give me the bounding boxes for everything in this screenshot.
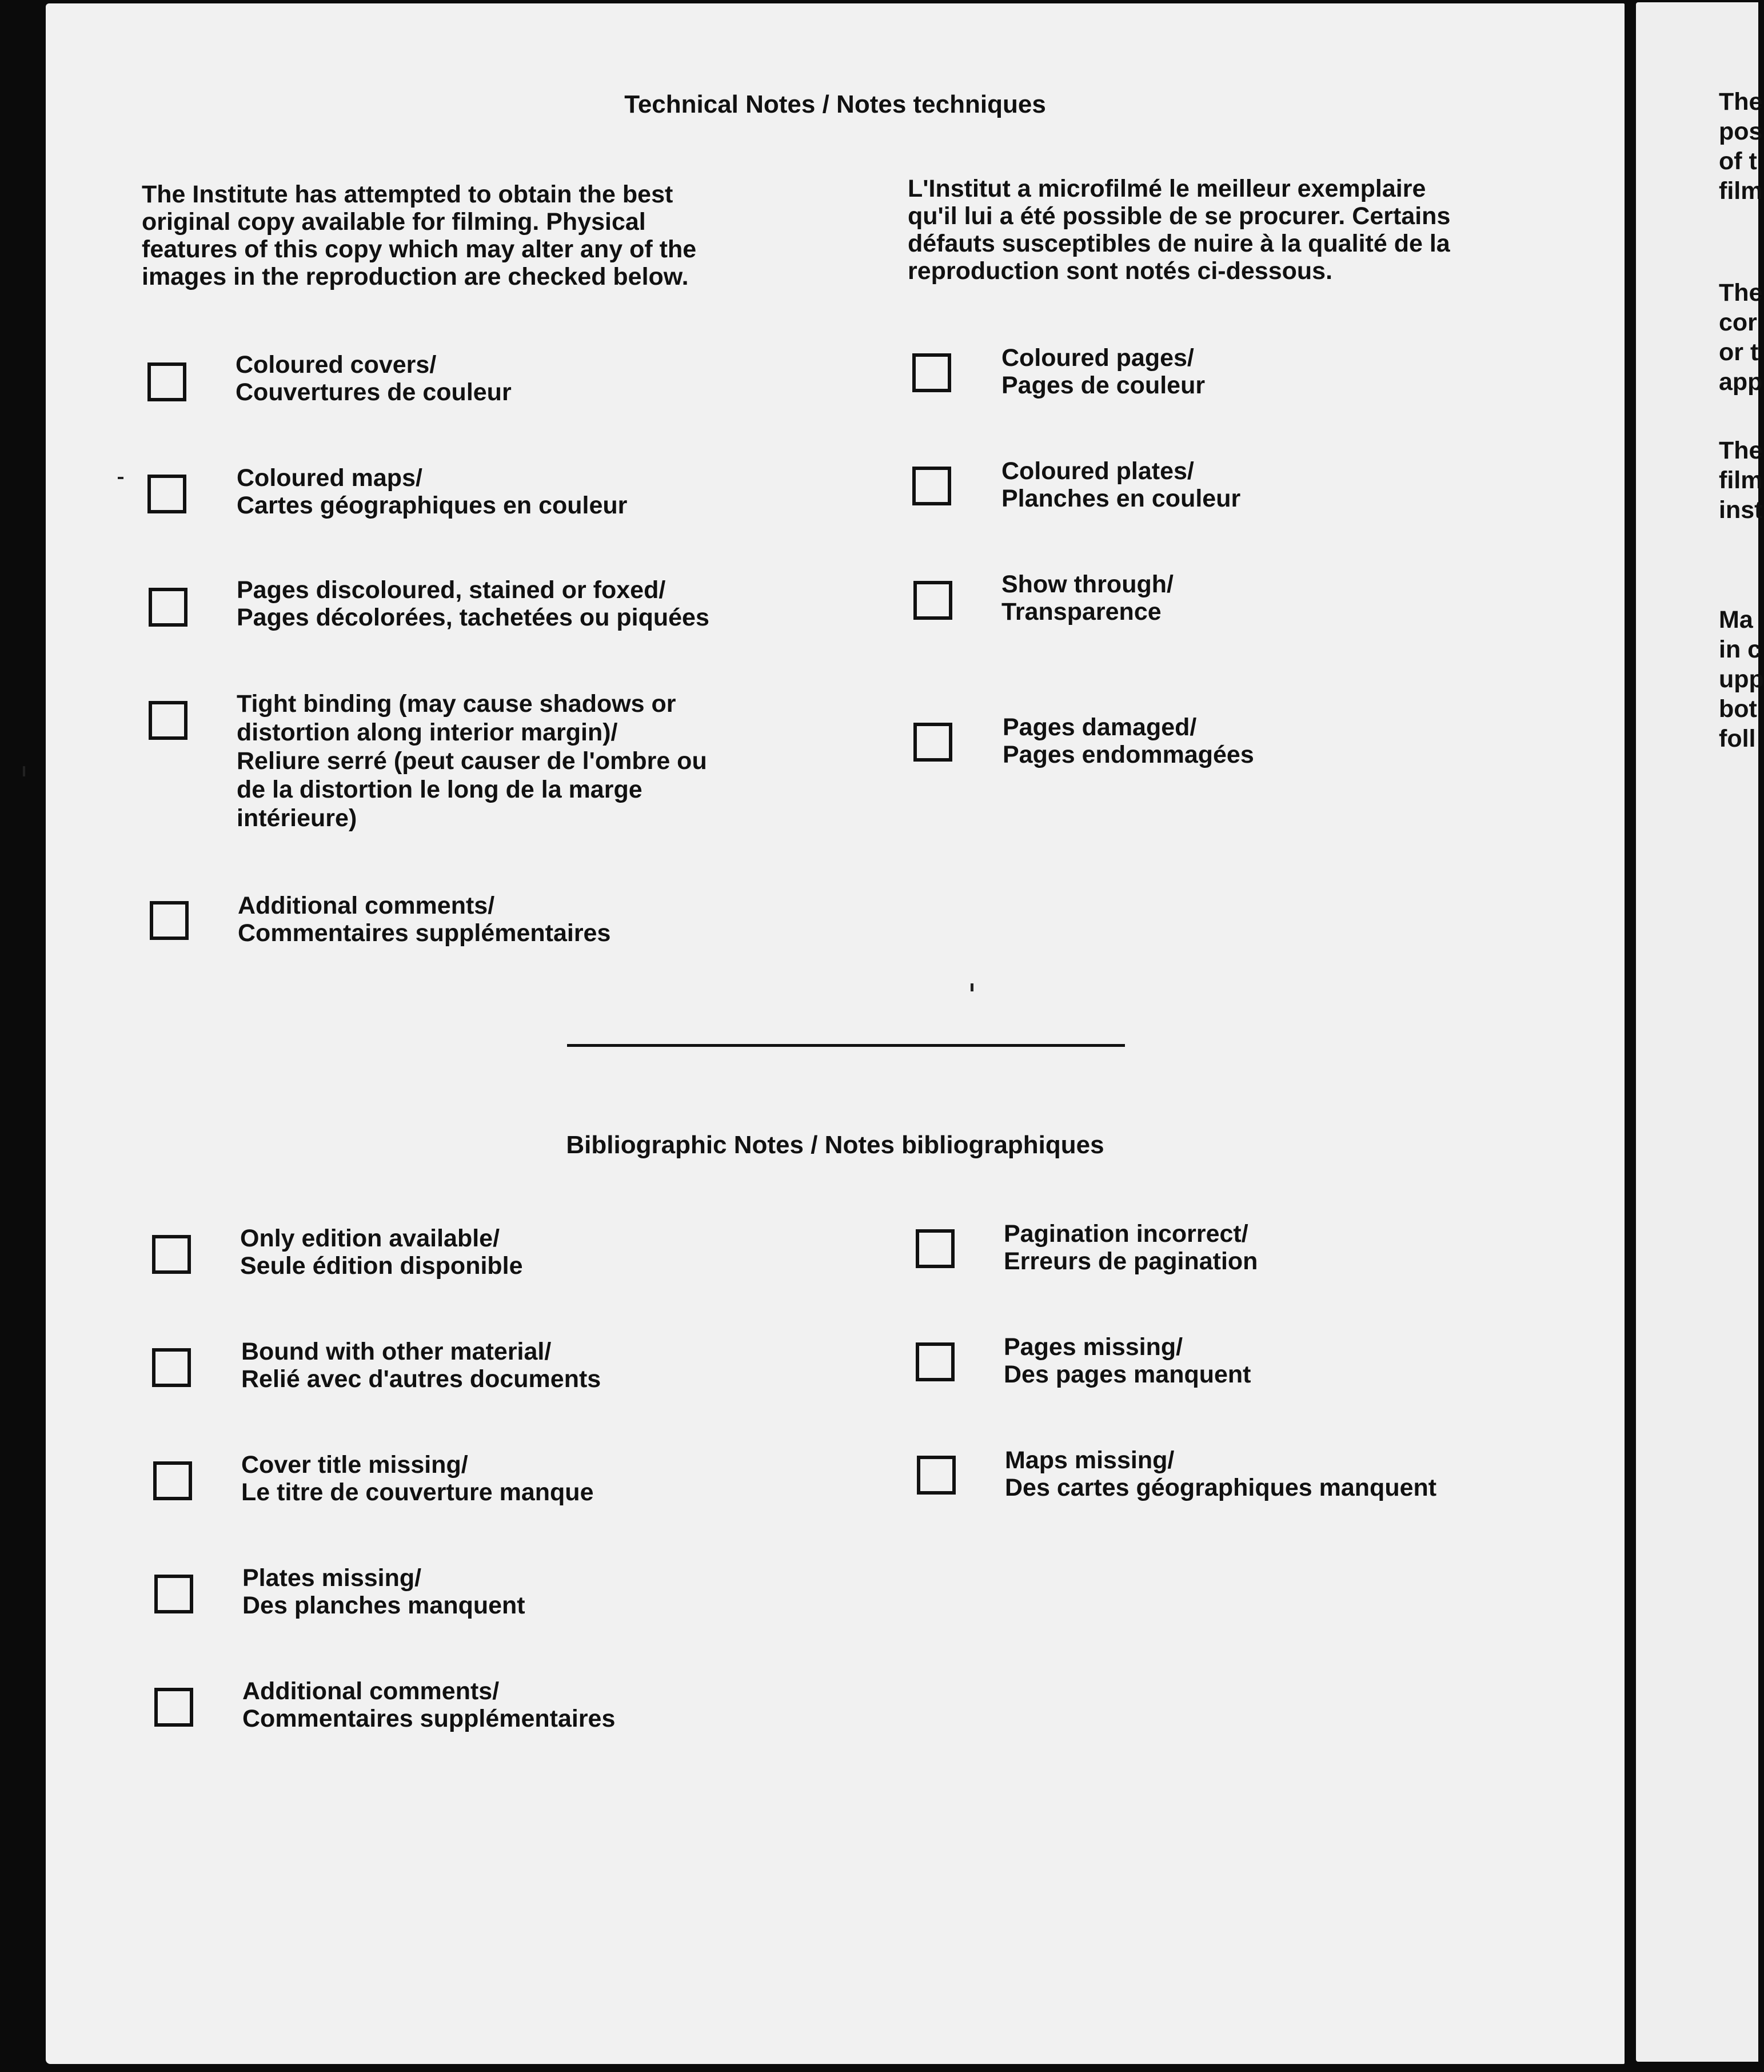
adjacent-text-12: Ma [1719,606,1753,633]
only-edition-label: Only edition available/ Seule édition disponible [240,1225,523,1280]
pages-discoloured-label: Pages discoloured, stained or foxed/ Pages décolorées, tachetées ou piquées [237,576,709,631]
scan-speck [23,766,25,776]
coloured-maps-label: Coloured maps/ Cartes géographiques en couleur [237,464,628,519]
coloured-covers-label: Coloured covers/ Couvertures de couleur [236,351,512,406]
adjacent-text-6: cor [1719,309,1757,336]
scan-speck [971,983,973,991]
adjacent-text-7: or t [1719,338,1759,366]
adjacent-text-11: inst [1719,496,1763,524]
bound-with-label: Bound with other material/ Relié avec d'autres documents [241,1338,601,1393]
pages-missing-checkbox[interactable] [916,1342,955,1381]
adjacent-text-16: foll [1719,725,1756,752]
scan-speck [118,477,123,479]
adjacent-text-2: pos [1719,118,1763,145]
coloured-pages-label: Coloured pages/ Pages de couleur [1001,344,1206,399]
coloured-pages-checkbox[interactable] [912,353,951,392]
adjacent-text-13: in c [1719,636,1762,663]
technical-intro-fr: L'Institut a microfilmé le meilleur exemplaire qu'il lui a été possible de se procurer. Certains défauts susceptibles de nuire à la qualité de la reproduction sont notés ci-dessous. [908,175,1451,285]
show-through-checkbox[interactable] [913,581,952,620]
technical-intro-en: The Institute has attempted to obtain the best original copy available for filming. Physical features of this copy which may alter any of the images in the reproduction are checked below. [142,181,697,290]
cover-title-missing-checkbox[interactable] [153,1461,192,1500]
section-divider [567,1044,1125,1047]
coloured-plates-checkbox[interactable] [912,467,951,505]
pages-discoloured-checkbox[interactable] [149,588,187,627]
maps-missing-label: Maps missing/ Des cartes géographiques manquent [1005,1447,1437,1501]
bound-with-checkbox[interactable] [152,1348,191,1387]
bibliographic-notes-heading: Bibliographic Notes / Notes bibliographiques [566,1131,1104,1159]
tight-binding-label: Tight binding (may cause shadows or distortion along interior margin)/ Reliure serré (peut causer de l'ombre ou de la distortion le long de la marge intérieure) [237,690,707,832]
pages-missing-label: Pages missing/ Des pages manquent [1004,1333,1251,1388]
adjacent-text-5: The [1719,279,1763,306]
pages-damaged-label: Pages damaged/ Pages endommagées [1003,714,1254,768]
bibliographic-additional-comments-checkbox[interactable] [154,1688,193,1727]
tight-binding-checkbox[interactable] [149,701,187,740]
adjacent-text-10: film [1719,467,1763,494]
adjacent-text-9: The [1719,437,1763,464]
pages-damaged-checkbox[interactable] [913,723,952,762]
technical-additional-comments-checkbox[interactable] [150,901,189,940]
plates-missing-checkbox[interactable] [154,1575,193,1613]
adjacent-text-8: app [1719,368,1763,396]
technical-notes-heading: Technical Notes / Notes techniques [624,90,1046,118]
adjacent-page [1636,2,1764,2062]
adjacent-text-1: The [1719,88,1763,115]
adjacent-text-15: bot [1719,695,1757,723]
coloured-covers-checkbox[interactable] [147,362,186,401]
plates-missing-label: Plates missing/ Des planches manquent [242,1564,525,1619]
coloured-plates-label: Coloured plates/ Planches en couleur [1001,457,1241,512]
coloured-maps-checkbox[interactable] [147,475,186,513]
notes-page [46,3,1625,2064]
only-edition-checkbox[interactable] [152,1235,191,1274]
show-through-label: Show through/ Transparence [1001,571,1174,625]
adjacent-text-4: film [1719,177,1763,205]
adjacent-text-3: of t [1719,148,1757,175]
maps-missing-checkbox[interactable] [917,1456,956,1495]
bibliographic-additional-comments-label: Additional comments/ Commentaires supplémentaires [242,1677,616,1732]
cover-title-missing-label: Cover title missing/ Le titre de couverture manque [241,1451,594,1506]
technical-additional-comments-label: Additional comments/ Commentaires supplémentaires [238,892,611,947]
adjacent-text-14: upp [1719,666,1764,693]
pagination-incorrect-checkbox[interactable] [916,1229,955,1268]
pagination-incorrect-label: Pagination incorrect/ Erreurs de pagination [1004,1220,1258,1275]
